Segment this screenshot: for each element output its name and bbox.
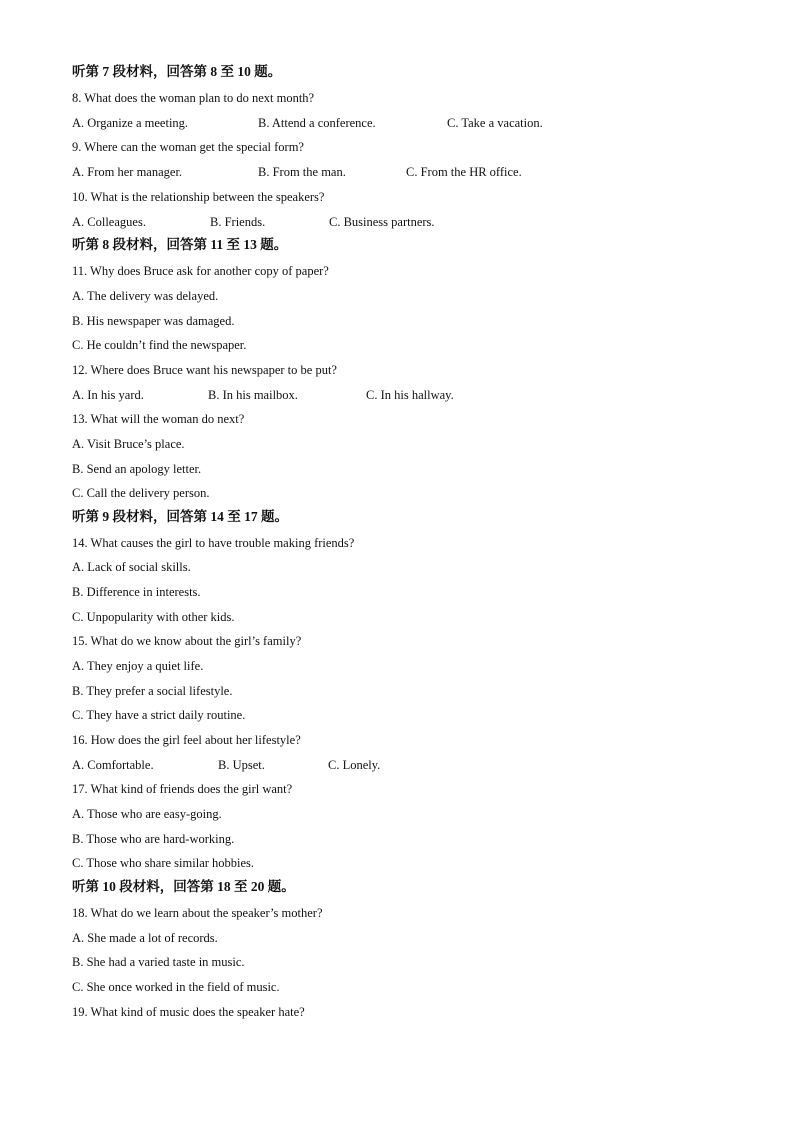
option-a: A. She made a lot of records. bbox=[72, 931, 218, 945]
section-heading: 听第 10 段材料，回答第 18 至 20 题。 bbox=[72, 879, 295, 894]
option-a: A. Colleagues. bbox=[72, 215, 146, 229]
section-heading: 听第 8 段材料，回答第 11 至 13 题。 bbox=[72, 237, 288, 252]
option-c: C. They have a strict daily routine. bbox=[72, 708, 246, 722]
question-text: 15. What do we know about the girl’s family? bbox=[72, 634, 302, 648]
option-b: B. Attend a conference. bbox=[258, 116, 376, 130]
option-b: B. Send an apology letter. bbox=[72, 462, 202, 476]
option-a: A. Comfortable. bbox=[72, 758, 154, 772]
question-text: 16. How does the girl feel about her lifestyle? bbox=[72, 733, 301, 747]
option-b: B. From the man. bbox=[258, 165, 346, 179]
option-a: A. Visit Bruce’s place. bbox=[72, 437, 185, 451]
option-c: C. He couldn’t find the newspaper. bbox=[72, 338, 247, 352]
question-text: 13. What will the woman do next? bbox=[72, 412, 245, 426]
option-c: C. From the HR office. bbox=[406, 165, 522, 179]
option-b: B. Difference in interests. bbox=[72, 585, 201, 599]
question-text: 17. What kind of friends does the girl want? bbox=[72, 782, 293, 796]
option-c: C. Business partners. bbox=[329, 215, 435, 229]
question-text: 11. Why does Bruce ask for another copy of paper? bbox=[72, 264, 329, 278]
option-b: B. They prefer a social lifestyle. bbox=[72, 684, 233, 698]
question-text: 18. What do we learn about the speaker’s mother? bbox=[72, 906, 323, 920]
option-a: A. In his yard. bbox=[72, 388, 144, 402]
question-text: 9. Where can the woman get the special form? bbox=[72, 140, 304, 154]
question-text: 12. Where does Bruce want his newspaper to be put? bbox=[72, 363, 337, 377]
option-c: C. Unpopularity with other kids. bbox=[72, 610, 235, 624]
option-a: A. Those who are easy-going. bbox=[72, 807, 222, 821]
option-a: A. Lack of social skills. bbox=[72, 560, 191, 574]
option-c: C. In his hallway. bbox=[366, 388, 454, 402]
question-text: 8. What does the woman plan to do next month? bbox=[72, 91, 315, 105]
section-heading: 听第 9 段材料，回答第 14 至 17 题。 bbox=[72, 509, 288, 524]
option-c: C. Those who share similar hobbies. bbox=[72, 856, 255, 870]
question-text: 14. What causes the girl to have trouble making friends? bbox=[72, 536, 355, 550]
option-b: B. She had a varied taste in music. bbox=[72, 955, 245, 969]
option-a: A. They enjoy a quiet life. bbox=[72, 659, 204, 673]
option-a: A. From her manager. bbox=[72, 165, 183, 179]
option-c: C. Take a vacation. bbox=[447, 116, 543, 130]
option-c: C. Call the delivery person. bbox=[72, 486, 210, 500]
option-b: B. Upset. bbox=[218, 758, 265, 772]
option-b: B. Those who are hard-working. bbox=[72, 832, 235, 846]
option-a: A. Organize a meeting. bbox=[72, 116, 189, 130]
option-c: C. Lonely. bbox=[328, 758, 381, 772]
option-b: B. Friends. bbox=[210, 215, 266, 229]
option-b: B. His newspaper was damaged. bbox=[72, 314, 235, 328]
question-text: 10. What is the relationship between the speakers? bbox=[72, 190, 325, 204]
section-heading: 听第 7 段材料，回答第 8 至 10 题。 bbox=[72, 64, 282, 79]
question-text: 19. What kind of music does the speaker hate? bbox=[72, 1005, 305, 1019]
option-a: A. The delivery was delayed. bbox=[72, 289, 219, 303]
option-b: B. In his mailbox. bbox=[208, 388, 298, 402]
option-c: C. She once worked in the field of music. bbox=[72, 980, 280, 994]
